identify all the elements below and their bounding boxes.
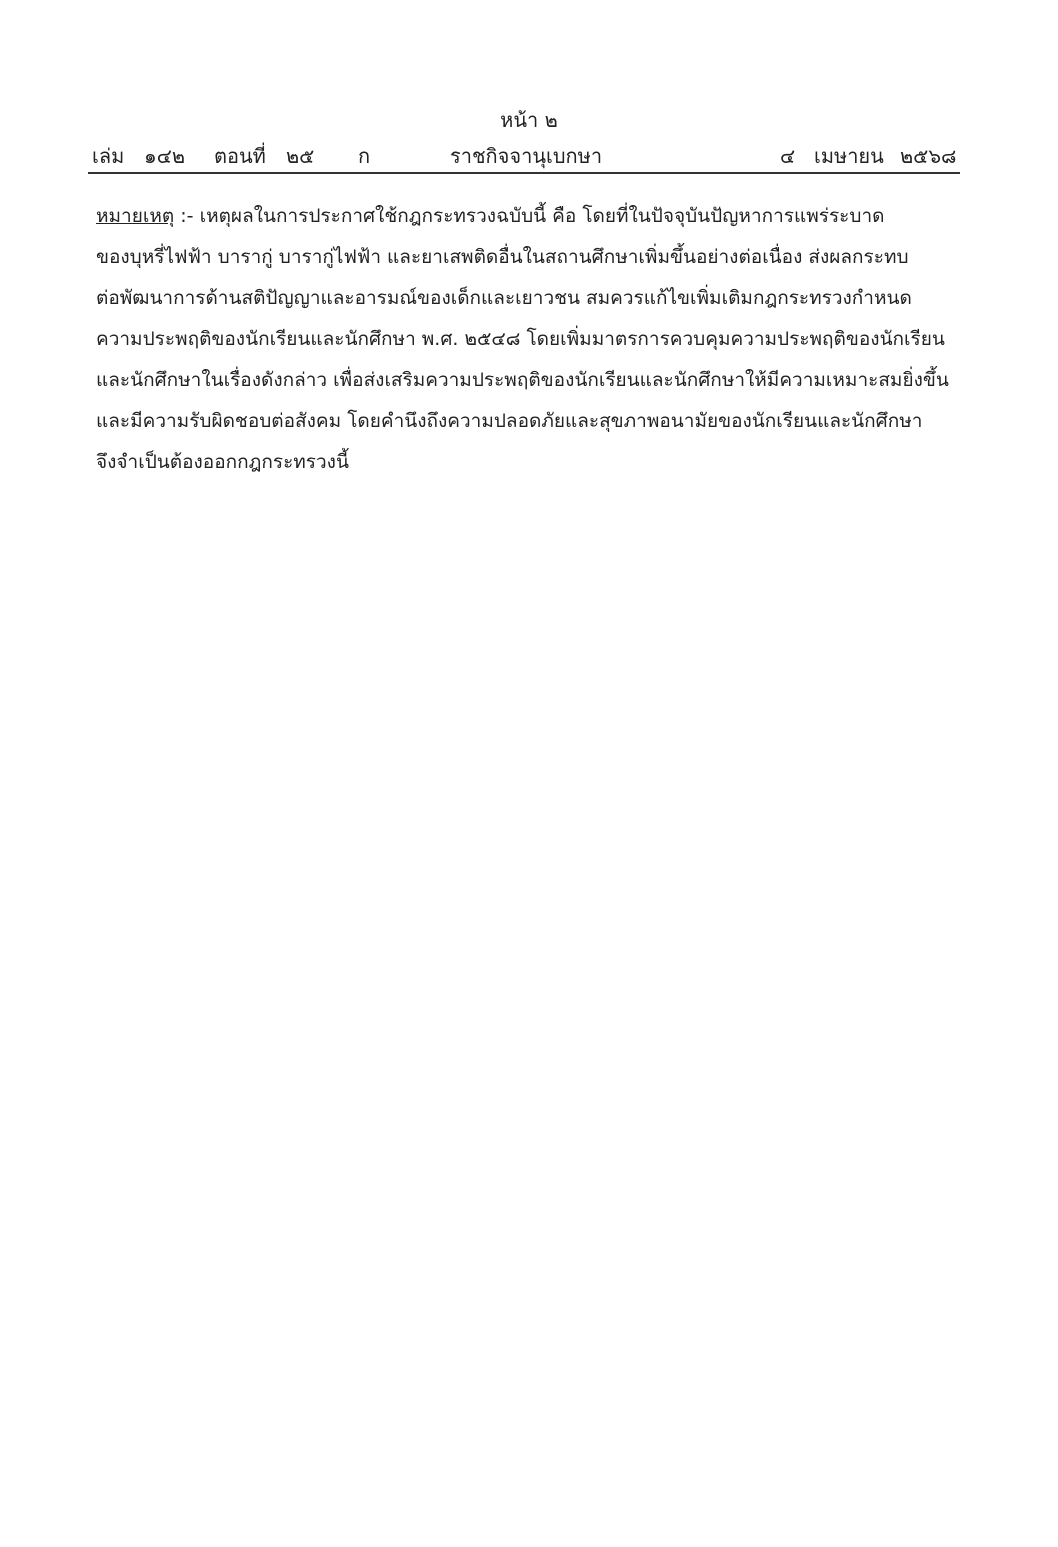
date-year: ๒๕๖๘: [900, 144, 957, 168]
note-line: ความประพฤติของนักเรียนและนักศึกษา พ.ศ. ๒๕๔๘ โดยเพิ่มมาตรการควบคุมความประพฤติของนักเรียน: [96, 328, 945, 350]
section-letter: ก: [358, 144, 371, 168]
note-separator: :-: [180, 205, 194, 227]
date-month: เมษายน: [814, 144, 884, 168]
date-day: ๔: [780, 144, 796, 168]
issue-number: ๒๕: [286, 144, 315, 168]
note-label: หมายเหตุ: [96, 205, 175, 227]
note-line: ของบุหรี่ไฟฟ้า บารากู่ บารากู่ไฟฟ้า และยาเสพติดอื่นในสถานศึกษาเพิ่มขึ้นอย่างต่อเนื่อง ส่งผลกระทบ: [96, 246, 909, 268]
issue-label: ตอนที่: [214, 144, 266, 168]
gazette-header: [92, 142, 960, 170]
note-line: จึงจำเป็นต้องออกกฎกระทรวงนี้: [96, 451, 349, 473]
publication-name: ราชกิจจานุเบกษา: [450, 144, 603, 168]
note-first-line-text: เหตุผลในการประกาศใช้กฎกระทรวงฉบับนี้ คือ โดยที่ในปัจจุบันปัญหาการแพร่ระบาด: [199, 205, 885, 227]
note-line: ต่อพัฒนาการด้านสติปัญญาและอารมณ์ของเด็กและเยาวชน สมควรแก้ไขเพิ่มเติมกฎกระทรวงกำหนด: [96, 287, 912, 309]
volume-number: ๑๔๒: [144, 144, 186, 168]
note-first-line: [96, 201, 956, 231]
note-line: และนักศึกษาในเรื่องดังกล่าว เพื่อส่งเสริมความประพฤติของนักเรียนและนักศึกษาให้มีความเหมาะสมยิ่งขึ้น: [96, 369, 949, 391]
header-divider: [88, 172, 960, 174]
note-line: และมีความรับผิดชอบต่อสังคม โดยคำนึงถึงความปลอดภัยและสุขภาพอนามัยของนักเรียนและนักศึกษา: [96, 410, 923, 432]
volume-label: เล่ม: [92, 144, 125, 168]
page-number: หน้า ๒: [500, 108, 558, 132]
